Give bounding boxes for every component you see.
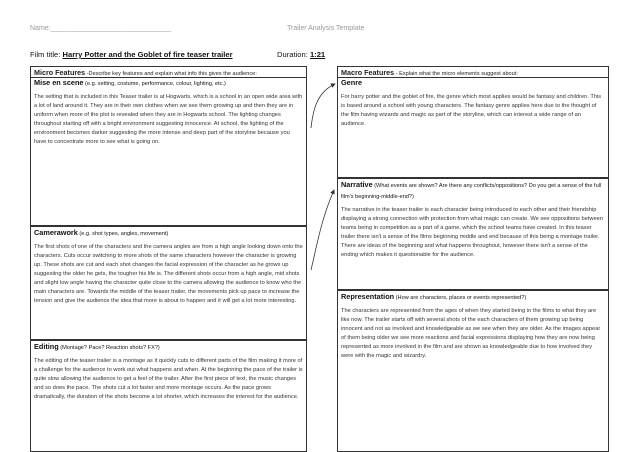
- editing-cell: [30, 340, 307, 452]
- narrative-text: The narrative in the teaser trailer is each character being introduced to each other and their friendship displaying a strong connection with protection from what magic can create. We see oppositions between teams being in competition as a part of a game, which the school teams have created. In this teaser trailer there isn't a sense of the films beginning middle and end because of this being a montage trailer. There are ideas of the beginning and what happens throughout, however there isn't a sense of the ending which makes it questionable for the audience.: [341, 207, 603, 258]
- genre-title: Genre: [341, 78, 363, 87]
- representation-section: [341, 292, 605, 361]
- micro-features-heading: Micro Features: [34, 68, 86, 77]
- duration-label: Duration:: [277, 50, 308, 59]
- camerawork-subtitle: (e.g. shot types, angles, movement): [77, 231, 169, 237]
- micro-features-description: -Describe key features and explain what info this gives the audience:: [85, 71, 257, 77]
- mise-en-scene-subtitle: (e.g. setting, costume, performance, colour, lighting, etc.): [83, 81, 226, 87]
- name-field-label: Name:_______________________________: [30, 25, 172, 32]
- narrative-section: [341, 180, 605, 260]
- camerawork-section: [34, 228, 303, 306]
- representation-cell: [337, 290, 609, 452]
- genre-text: For harry potter and the goblet of fire, the genre which most applies would be fantasy and children. This is based around a school with young characters. The fantasy genre applies here due to the thought of the film having wizards and magic as part of the storyline, which can interest a wide range of an audience.: [341, 94, 602, 127]
- representation-title: Representation: [341, 292, 395, 301]
- narrative-title: Narrative: [341, 180, 373, 189]
- narrative-subtitle: (What events are shown? Are there any conflicts/oppositions? Do you get a sense of the full film's beginning-middle-end?): [341, 183, 602, 200]
- camerawork-title: Camerawork: [34, 228, 78, 237]
- micro-features-cell: [30, 66, 307, 226]
- film-title-value: Harry Potter and the Goblet of fire teaser trailer: [62, 50, 233, 59]
- mise-en-scene-section: [34, 78, 303, 147]
- mise-en-scene-title: Mise en scene: [34, 78, 84, 87]
- macro-features-description: - Explain what the micro elements suggest about:: [394, 71, 518, 77]
- editing-title: Editing: [34, 342, 59, 351]
- camerawork-text: The first shots of one of the characters and the camera angles are from a high angle looking down onto the characters. Cuts occur switching to more shots of the same characters however the character is growing up. These shots are cut and each shot changes the facial expression of the character as he grows up suggesting the older he gets, the tougher his life is. The different shots occur from a high angle, mid shots and slight low angle having the character quite close to the camera allowing the audience to know who the main characters are. Towards the middle of the teaser trailer, the movements pick up pace to increase the tension and give the audience the idea that more is about to happen and it will get a lot more interesting.: [34, 244, 303, 304]
- editing-text: The editing of the teaser trailer is a montage as it quickly cuts to different parts of the film making it more of a challenge for the audience to work out what happens and when. At the beginning the pace of the trailer is quite slow allowing the audience to get a feel of the trailer. After the first piece of text, the music changes and so does the pace. The shots cut a lot faster and more montage occurs. As the pace grows dramatically, the duration of the shots become a lot shorter, which increases the interest for the audience.: [34, 358, 303, 400]
- film-title-label: Film title:: [30, 50, 61, 59]
- narrative-cell: [337, 178, 609, 290]
- duration-value: 1:21: [309, 50, 326, 59]
- editing-section: [34, 342, 303, 402]
- genre-section: [341, 78, 605, 129]
- film-title-line: [30, 50, 233, 59]
- macro-features-cell: [337, 66, 609, 178]
- camerawork-cell: [30, 226, 307, 340]
- arrow-icon: [307, 70, 337, 330]
- template-title: Trailer Analysis Template: [287, 25, 365, 32]
- macro-features-bar: [338, 67, 608, 78]
- micro-features-bar: [31, 67, 306, 78]
- mise-en-scene-text: The setting that is included in this Teaser trailer is at Hogwarts, which is a school in an open wide area with a lot of land around it. They are in their own clothes when we see them growing up and then they are in uniform when more of the plot is revealed when they are in Hogwarts school. The lighting changes throughout starting off with a bright environment suggesting innocence. At school, the lighting of the environment becomes darker suggesting the more intense and deep part of the storyline because you have to concentrate more to see what is going on.: [34, 94, 303, 145]
- representation-text: The characters are represented from the ages of when they started being in the films to what they are like now. The trailer starts off with several shots of the each characters of them growing up being innocent and not as involved and knowledgeable as we see when they are older. As the images appear of them being older we see more reactions and facial expressions displaying how they are now being represented as more involved in the film and are shown as knowledgeable due to how involved they were with the magic and wizardry.: [341, 308, 601, 359]
- macro-features-heading: Macro Features: [341, 68, 395, 77]
- duration-line: [277, 50, 325, 59]
- editing-subtitle: (Montage? Pace? Reaction shots? FX?): [58, 345, 160, 351]
- representation-subtitle: (How are characters, places or events represented?): [394, 295, 527, 301]
